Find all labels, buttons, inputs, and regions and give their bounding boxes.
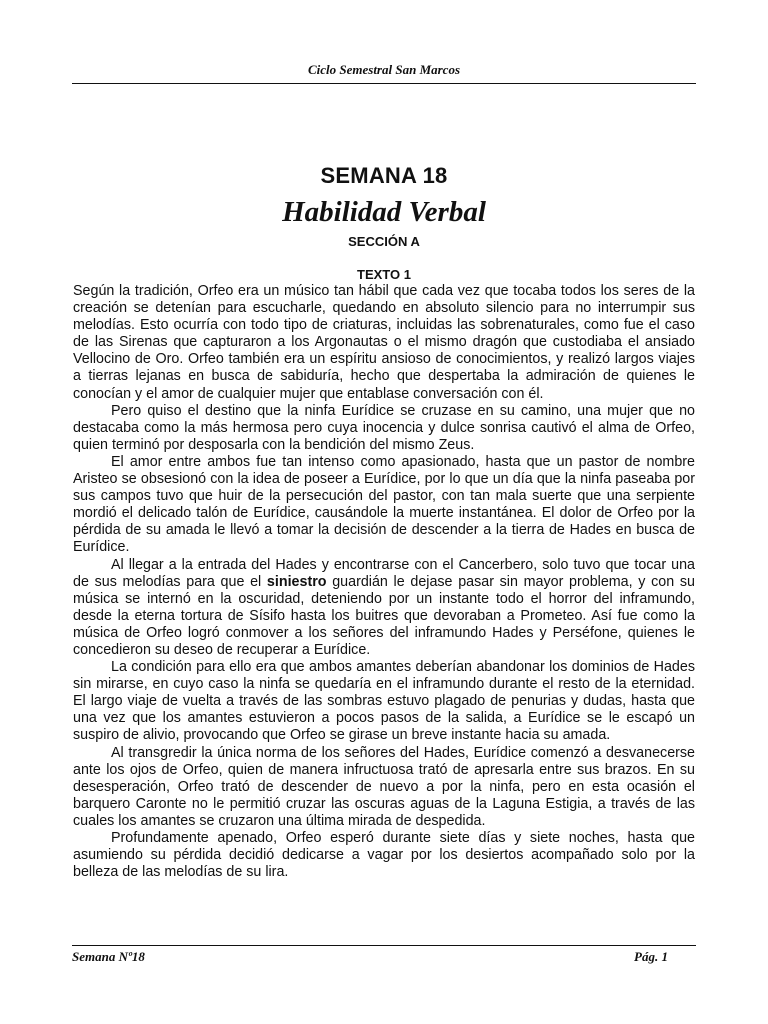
- week-title: SEMANA 18: [320, 163, 448, 188]
- paragraph-4: [73, 557, 695, 660]
- section-title: SECCIÓN A: [348, 234, 420, 249]
- footer-rule: [72, 945, 696, 946]
- subject-title: Habilidad Verbal: [282, 196, 486, 228]
- footer-week: Semana Nº18: [72, 949, 145, 964]
- paragraph-3: El amor entre ambos fue tan intenso como apasionado, hasta que un pastor de nombre Aristeo se obsesionó con la idea de poseer a Eurídice, por lo que un día que la ninfa paseaba por sus campos tuvo que huir de la persecución del pastor, con tan mala suerte que una serpiente mordió el delicado talón de Eurídice, causándole la muerte instantánea. El dolor de Orfeo por la pérdida de su amada le llevó a tomar la decisión de descender a la tierra de Hades en busca de Eurídice.: [73, 453, 695, 556]
- paragraph-4-start: Al llegar a la entrada del Hades y encontrarse con el Cancerbero, solo tuvo que tocar una de sus melodías para que el: [73, 556, 695, 590]
- header-rule: [72, 83, 696, 84]
- running-header: Ciclo Semestral San Marcos: [307, 62, 461, 77]
- paragraph-1: Según la tradición, Orfeo era un músico tan hábil que cada vez que tocaba todos los seres de la creación se detenían para escucharle, quedando en absoluto silencio para no interrumpir sus melodías. Esto ocurría con todo tipo de criaturas, incluidas las sobrenaturales, como fue el caso de las Sirenas que capturaron a los Argonautas o el mismo dragón que custodiaba el ansiado Vellocino de Oro. Orfeo también era un espíritu ansioso de conocimientos, y realizó largos viajes a tierras lejanas en busca de sabiduría, hecho que despertaba la admiración de quienes le conocían y el amor de cualquier mujer que entablase conversación con él.: [73, 283, 695, 402]
- body-text: [73, 283, 695, 881]
- bold-term: siniestro: [266, 573, 327, 590]
- paragraph-7: Profundamente apenado, Orfeo esperó durante siete días y siete noches, hasta que asumiendo su pérdida decidió dedicarse a vagar por los desiertos acompañado solo por la belleza de las melodías de su lira.: [73, 830, 695, 881]
- text-title: TEXTO 1: [357, 267, 411, 282]
- footer-page-number: Pág. 1: [634, 949, 668, 964]
- paragraph-6: Al transgredir la única norma de los señores del Hades, Eurídice comenzó a desvanecerse ante los ojos de Orfeo, quien de manera infructuosa trató de apresarla entre sus brazos. En su desesperación, Orfeo trató de descender de nuevo a por la ninfa, pero en esta ocasión el barquero Caronte no le permitió cruzar las oscuras aguas de la Laguna Estigia, a través de las cuales los amantes se cruzaron una última mirada de despedida.: [73, 744, 695, 829]
- paragraph-5: La condición para ello era que ambos amantes deberían abandonar los dominios de Hades sin mirarse, en cuyo caso la ninfa se quedaría en el inframundo durante el resto de la eternidad. El largo viaje de vuelta a través de las sombras estuvo plagado de penurias y dudas, hasta que una vez que los amantes estuvieron a pocos pasos de la salida, a Eurídice se le escapó un suspiro de alivio, provocando que Orfeo se girase un breve instante hacia su amada.: [73, 659, 695, 744]
- paragraph-2: Pero quiso el destino que la ninfa Eurídice se cruzase en su camino, una mujer que no destacaba como la más hermosa pero cuya inocencia y dulce sonrisa cautivó el alma de Orfeo, quien terminó por desposarla con la bendición del mismo Zeus.: [73, 402, 695, 453]
- paragraph-4-end: guardián le dejase pasar sin mayor problema, y con su música se internó en la oscuridad, deteniendo por un instante todo el horror del inframundo, desde la eterna tortura de Sísifo hasta los buitres que devoraban a Prometeo. Así fue como la música de Orfeo logró conmover a los señores del inframundo Hades y Perséfone, quienes le concedieron su deseo de recuperar a Eurídice.: [73, 573, 695, 658]
